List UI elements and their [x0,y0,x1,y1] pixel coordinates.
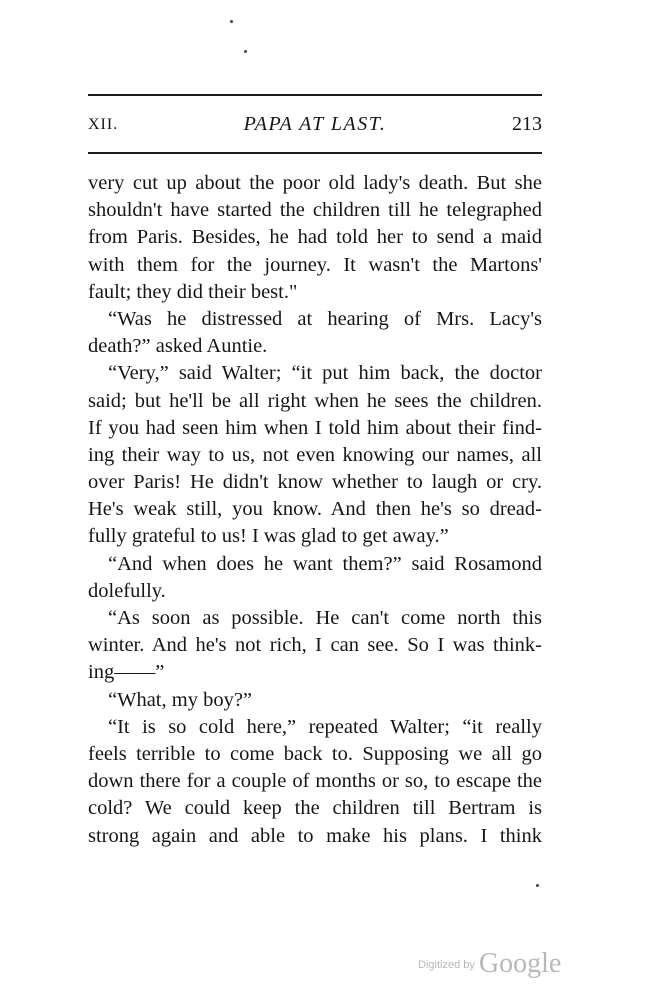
text-line: strong again and able to make his plans. I think [88,824,542,847]
scan-speck [244,50,247,53]
chapter-number: XII. [88,116,119,133]
text-line: with them for the journey. It wasn't the Martons' [88,253,542,276]
text-line: “As soon as possible. He can't come north this [108,607,542,629]
page-number: 213 [512,113,542,135]
text-line: If you had seen him when I told him about their find- [88,416,542,439]
text-line: from Paris. Besides, he had told her to send a maid [88,226,542,249]
body-text [88,170,542,850]
text-line: “Was he distressed at hearing of Mrs. Lacy's [108,307,542,330]
watermark-prefix: Digitized by [418,959,475,971]
running-title: PAPA AT LAST. [243,113,387,135]
text-line: fully grateful to us! I was glad to get away.” [88,525,449,548]
text-line: winter. And he's not rich, I can see. So I was think- [88,634,542,657]
text-line: ing their way to us, not even knowing our names, all [88,443,542,466]
text-line: over Paris! He didn't know whether to laugh or cry. [88,471,542,494]
text-line: said; but he'll be all right when he sees the children. [88,389,542,412]
text-line: “It is so cold here,” repeated Walter; “it really [108,715,542,738]
text-line: “And when does he want them?” said Rosamond [108,552,542,575]
header-rule-top [88,94,542,96]
text-line: “Very,” said Walter; “it put him back, the doctor [108,362,542,385]
header-rule-bottom [88,152,542,154]
text-line: dolefully. [88,579,166,602]
text-line: fault; they did their best." [88,280,298,303]
text-line: He's weak still, you know. And then he's so dread- [88,498,542,521]
text-line: ing——” [88,661,165,684]
watermark-brand: Google [478,948,562,979]
text-line: shouldn't have started the children till he telegraphed [88,199,542,222]
scan-speck [536,884,539,887]
digitized-watermark [418,948,561,980]
text-line: cold? We could keep the children till Bertram is [88,797,542,820]
text-line: very cut up about the poor old lady's death. But she [88,172,542,194]
text-line: down there for a couple of months or so, to escape the [88,770,542,793]
scan-speck [230,20,233,23]
text-line: feels terrible to come back to. Supposing we all go [88,742,542,765]
text-line: death?” asked Auntie. [88,335,268,358]
text-line: “What, my boy?” [108,688,253,711]
running-header [88,110,542,140]
